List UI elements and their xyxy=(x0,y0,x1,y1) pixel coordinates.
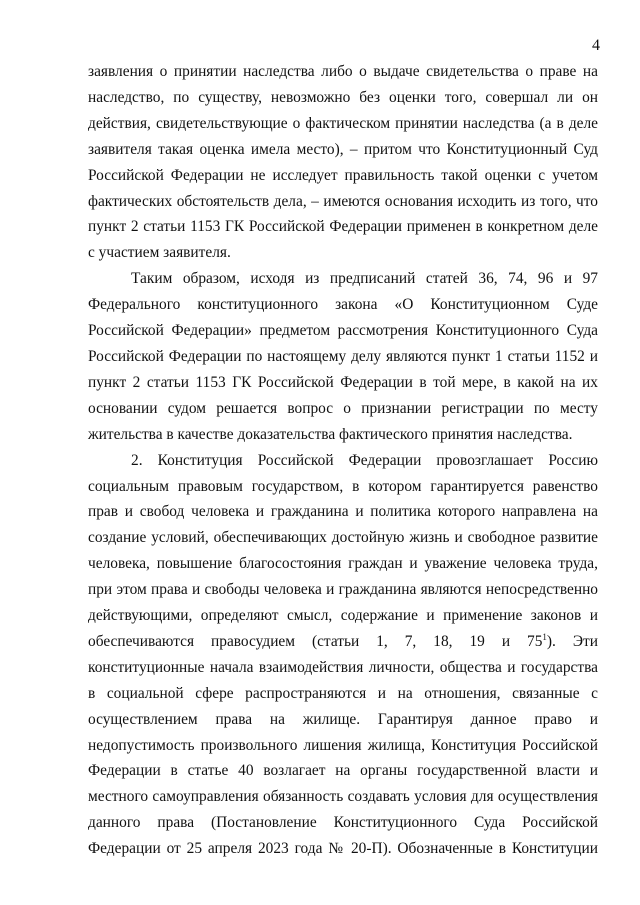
document-body xyxy=(88,59,598,862)
article-superscript: 1 xyxy=(542,631,547,642)
paragraph-continuation: заявления о принятии наследства либо о выдаче свидетельства о праве на наследство, по существу, невозможно без оценки того, совершал ли он действия, свидетельствующие о фактическом принятии наследства (а в деле заявителя такая оценка имела место), – притом что Конституционный Суд Российской Федерации не исследует правильность такой оценки с учетом фактических обстоятельств дела, – имеются основания исходить из того, что пункт 2 статьи 1153 ГК Российской Федерации применен в конкретном деле с участием заявителя. xyxy=(88,63,598,262)
page-number: 4 xyxy=(592,37,600,54)
paragraph-section-2-part-1: 2. Конституция Российской Федерации провозглашает Россию социальным правовым государством, в котором гарантируется равенство прав и свобод человека и гражданина и политика которого направлена на создание условий, обеспечивающих достойную жизнь и свободное развитие человека, повышение благосостояния граждан и уважение человека труда, при этом права и свободы человека и гражданина являются непосредственно действующими, определяют смысл, содержание и применение законов и обеспечиваются правосудием (статьи 1, 7, 18, 19 и 75 xyxy=(88,451,598,650)
paragraph-subject: Таким образом, исходя из предписаний статей 36, 74, 96 и 97 Федерального конституционного закона «О Конституционном Суде Российской Федерации» предметом рассмотрения Конституционного Суда Российской Федерации по настоящему делу являются пункт 1 статьи 1152 и пункт 2 статьи 1153 ГК Российской Федерации в той мере, в какой на их основании судом решается вопрос о признании регистрации по месту жительства в качестве доказательства фактического принятия наследства. xyxy=(88,270,598,443)
paragraph-section-2 xyxy=(88,448,598,863)
paragraph-section-2-part-2: ). Эти конституционные начала взаимодействия личности, общества и государства в социальной сфере распространяются и на отношения, связанные с осуществлением права на жилище. Гарантируя данное право и недопустимость произвольного лишения жилища, Конституция Российской Федерации в статье 40 возлагает на органы государственной власти и местного самоуправления обязанность создавать условия для осуществления данного права (Постановление Конституционного Суда Российской Федерации от 25 апреля 2023 года № 20-П). Обозначенные в Конституции xyxy=(88,632,598,858)
